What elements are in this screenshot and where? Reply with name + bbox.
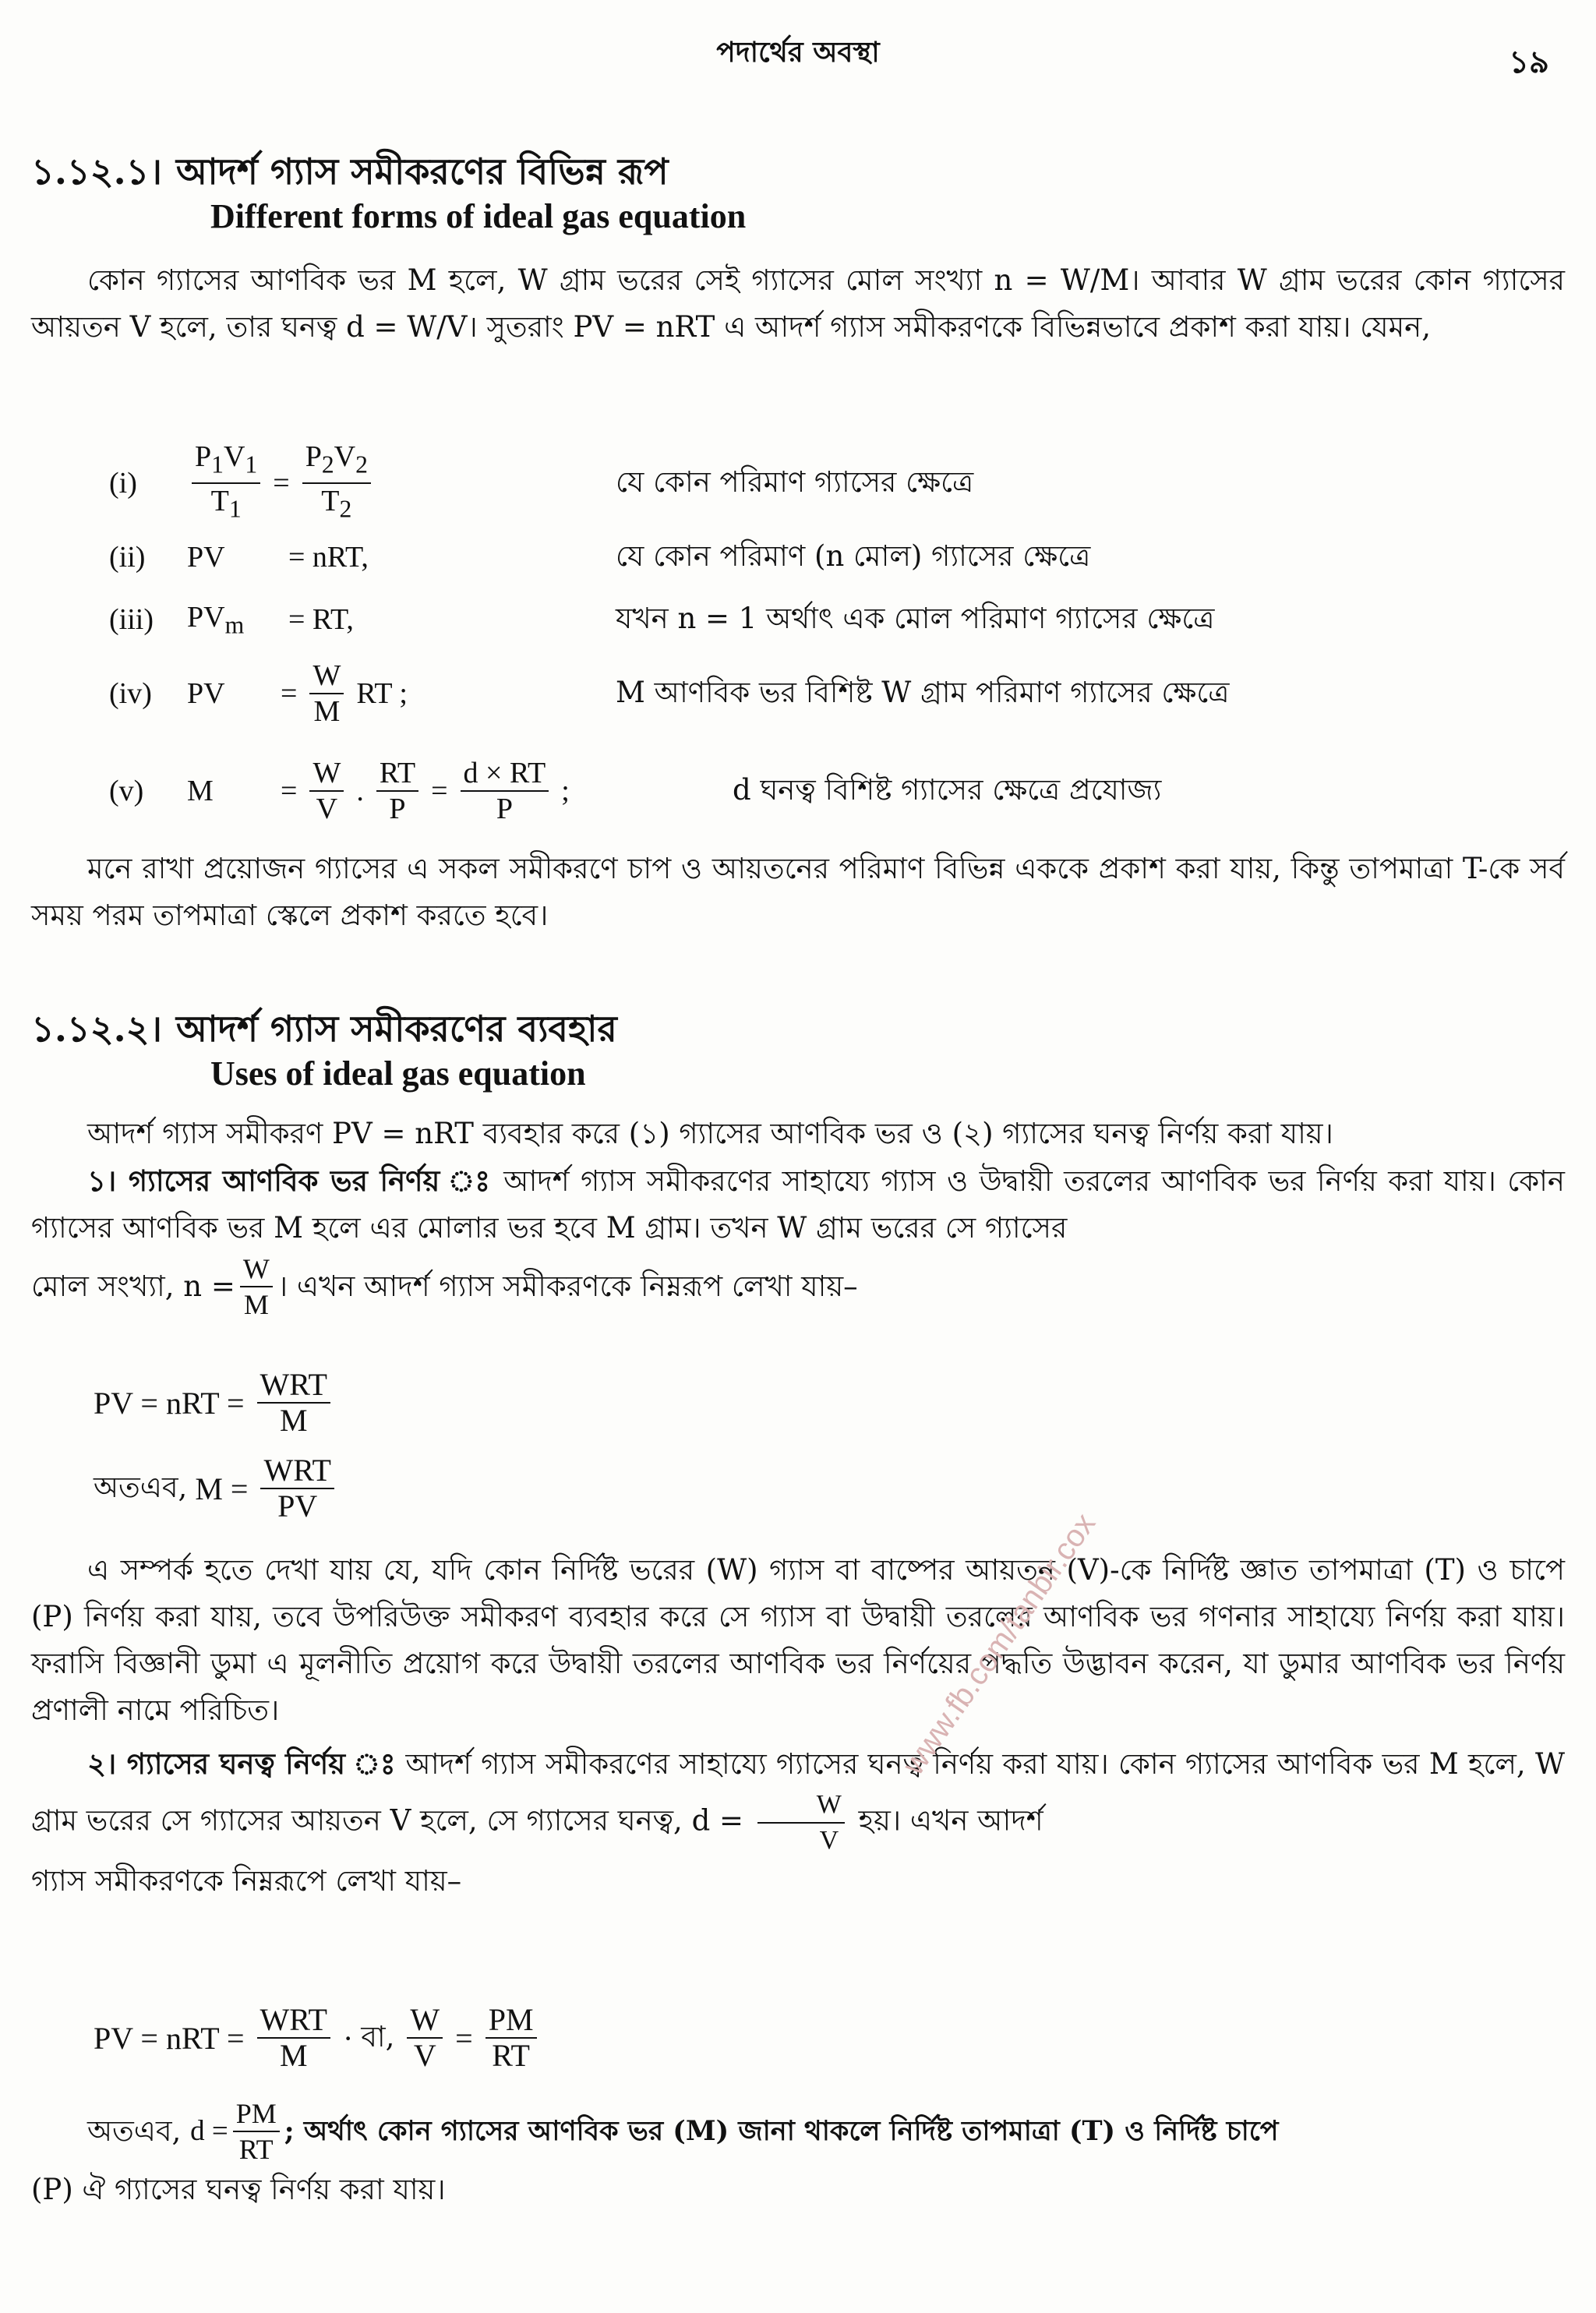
paragraph: গ্যাস সমীকরণকে নিম্নরূপে লেখা যায়– — [31, 1864, 462, 1898]
paragraph: ২। গ্যাসের ঘনত্ব নির্ণয় ঃ আদর্শ গ্যাস সমীকরণের সাহায্যে গ্যাসের ঘনত্ব নির্ণয় করা যায়। কোন গ্যাসের আণবিক ভর M হলে, W গ্রাম ভরের সে গ্যাসের আয়তন V হলে, সে গ্যাসের ঘনত্ব, d = $\frac{W}{V}$ হয়। এখন আদর্শ — [31, 1746, 1565, 1855]
section-number: ১.১২.২। — [31, 1008, 162, 1050]
equation: PV = nRT, — [187, 541, 369, 574]
equation: অতএব, M = $\frac{\text{WRT}}{PV}$ — [94, 1446, 1565, 1531]
section-title: আদর্শ গ্যাস সমীকরণের ব্যবহার — [176, 1008, 617, 1050]
section-2-final — [31, 2096, 1565, 2213]
form-note: যখন n = 1 অর্থাৎ এক মোল পরিমাণ গ্যাসের ক্ষেত্রে — [616, 601, 1215, 635]
equation: PV = nRT = $\frac{\text{WRT}}{M}$ · বা, $\frac{W}{V}$ = $\frac{PM}{RT}$ — [94, 1995, 1565, 2081]
form-note: যে কোন পরিমাণ (n মোল) গ্যাসের ক্ষেত্রে — [616, 539, 1091, 573]
form-label: (iv) — [109, 677, 152, 710]
section-subtitle: Uses of ideal gas equation — [210, 1054, 586, 1093]
form-label: (v) — [109, 775, 144, 807]
form-label: (i) — [109, 467, 137, 500]
section-1-intro — [31, 257, 1565, 351]
section-subtitle: Different forms of ideal gas equation — [210, 197, 747, 235]
paragraph: কোন গ্যাসের আণবিক ভর M হলে, W গ্রাম ভরের সেই গ্যাসের মোল সংখ্যা n = W/M। আবার W গ্রাম ভরের কোন গ্যাসের আয়তন V হলে, তার ঘনত্ব d = W/V। সুতরাং PV = nRT এ আদর্শ গ্যাস সমীকরণকে বিভিন্নভাবে প্রকাশ করা যায়। যেমন, — [31, 263, 1565, 344]
section-2-body-1 — [31, 1111, 1565, 1322]
equation: $PV_m$ = RT, — [187, 600, 354, 639]
form-iv — [109, 655, 1230, 733]
equations-density — [94, 1995, 1565, 2081]
paragraph: আদর্শ গ্যাস সমীকরণ PV = nRT ব্যবহার করে (১) গ্যাসের আণবিক ভর ও (২) গ্যাসের ঘনত্ব নির্ণয় করা যায়। — [87, 1117, 1333, 1150]
equation: PV = $\frac{W}{M}$ RT ; — [187, 659, 408, 728]
form-label: (iii) — [109, 603, 154, 636]
section-2-heading — [31, 1005, 1565, 1096]
paragraph: এ সম্পর্ক হতে দেখা যায় যে, যদি কোন নির্দিষ্ট ভরের (W) গ্যাস বা বাষ্পের আয়তন (V)-কে নির্দিষ্ট জ্ঞাত তাপমাত্রা (T) ও চাপে (P) নির্ণয় করা যায়, তবে উপরিউক্ত সমীকরণ ব্যবহার করে সে গ্যাস বা উদ্বায়ী তরলের আণবিক ভর গণনার সাহায্যে নির্ণয় করা যায়। ফরাসি বিজ্ঞানী ডুমা এ মূলনীতি প্রয়োগ করে উদ্বায়ী তরলের আণবিক ভর নির্ণয়ের পদ্ধতি উদ্ভাবন করেন, যা ডুমার আণবিক ভর নির্ণয় প্রণালী নামে পরিচিত। — [31, 1553, 1565, 1727]
section-2-body-2 — [31, 1547, 1565, 1905]
paragraph: মনে রাখা প্রয়োজন গ্যাসের এ সকল সমীকরণে চাপ ও আয়তনের পরিমাণ বিভিন্ন এককে প্রকাশ করা যায়, কিন্তু তাপমাত্রা T-কে সর্ব সময় পরম তাপমাত্রা স্কেলে প্রকাশ করতে হবে। — [31, 852, 1565, 932]
form-note: M আণবিক ভর বিশিষ্ট W গ্রাম পরিমাণ গ্যাসের ক্ষেত্রে — [616, 675, 1230, 709]
section-title: আদর্শ গ্যাস সমীকরণের বিভিন্ন রূপ — [175, 150, 669, 192]
form-ii — [109, 526, 1091, 588]
paragraph: ১। গ্যাসের আণবিক ভর নির্ণয় ঃ আদর্শ গ্যাস সমীকরণের সাহায্যে গ্যাস ও উদ্বায়ী তরলের আণবিক ভর নির্ণয় করা যায়। কোন গ্যাসের আণবিক ভর M হলে এর মোলার ভর হবে M গ্রাম। তখন W গ্রাম ভরের সে গ্যাসের — [31, 1164, 1565, 1245]
form-note: d ঘনত্ব বিশিষ্ট গ্যাসের ক্ষেত্রে প্রযোজ্য — [733, 772, 1162, 807]
form-label: (ii) — [109, 541, 146, 574]
running-title: পদার্থের অবস্থা — [716, 36, 880, 69]
equations-molar-mass — [94, 1360, 1565, 1531]
watermark: www.fb.com/tanbir.cox — [896, 1507, 1103, 1782]
equation: PV = nRT = $\frac{\text{WRT}}{M}$ — [94, 1360, 1565, 1446]
page-number: ১৯ — [1509, 44, 1549, 80]
equation: M = $\frac{W}{V}$ . $\frac{RT}{P}$ = $\frac{d \times RT}{P}$ ; — [187, 757, 570, 825]
paragraph: অতএব, d = $\frac{PM}{RT}$ ; অর্থাৎ কোন গ্যাসের আণবিক ভর (M) জানা থাকলে নির্দিষ্ট তাপমাত্রা (T) ও নির্দিষ্ট চাপে — [87, 2098, 1279, 2165]
equation: $\frac{P_1V_1}{T_1}$ = $\frac{P_2V_2}{T_2}$ — [187, 440, 623, 526]
form-note: যে কোন পরিমাণ গ্যাসের ক্ষেত্রে — [616, 464, 974, 499]
paragraph: মোল সংখ্যা, n = $\frac{W}{M}$ । এখন আদর্শ গ্যাস সমীকরণকে নিম্নরূপ লেখা যায়– — [31, 1253, 858, 1320]
form-iii — [109, 588, 1215, 651]
form-i — [109, 440, 974, 526]
section-number: ১.১২.১। — [31, 150, 162, 192]
paragraph: (P) ঐ গ্যাসের ঘনত্ব নির্ণয় করা যায়। — [31, 2173, 446, 2206]
form-v — [109, 748, 1162, 834]
section-1-heading — [31, 148, 1565, 238]
section-1-remark — [31, 846, 1565, 939]
